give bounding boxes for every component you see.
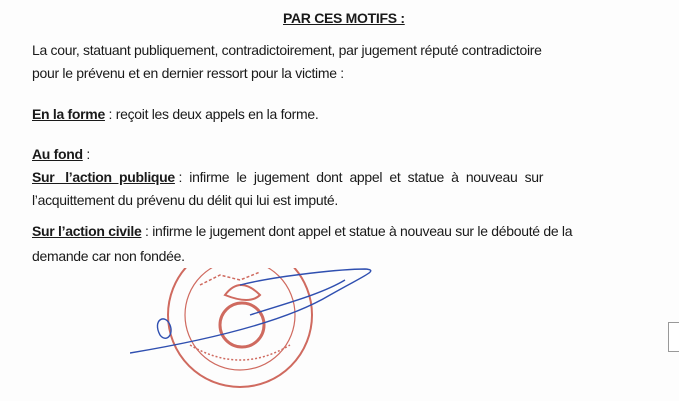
publique-label: Sur l’action publique (32, 169, 175, 185)
intro-line-1: La cour, statuant publiquement, contradictoirement, par jugement réputé contradictoire (32, 42, 542, 58)
civile-line-1 (32, 223, 572, 240)
civile-label: Sur l’action civile (32, 223, 142, 239)
forme-text: : reçoit les deux appels en la forme. (104, 106, 319, 122)
civile-line-2: demande car non fondée. (32, 248, 185, 264)
court-stamp-and-signature (130, 268, 390, 401)
civile-text-1: : infirme le jugement dont appel et statue à nouveau sur le débouté de la (141, 223, 573, 239)
forme-paragraph (32, 106, 318, 123)
forme-label: En la forme (32, 106, 105, 122)
publique-line-2: l’acquittement du prévenu du délit qui lui est imputé. (32, 192, 338, 208)
fond-label: Au fond (32, 146, 83, 162)
publique-line-1 (32, 169, 543, 186)
section-title: PAR CES MOTIFS : (283, 10, 405, 26)
intro-line-2: pour le prévenu et en dernier ressort pour la victime : (32, 65, 344, 81)
publique-text-1: : infirme le jugement dont appel et statue à nouveau sur (174, 169, 544, 185)
page-edge-tab (668, 322, 679, 352)
fond-heading (32, 146, 90, 163)
fond-colon: : (82, 146, 90, 162)
